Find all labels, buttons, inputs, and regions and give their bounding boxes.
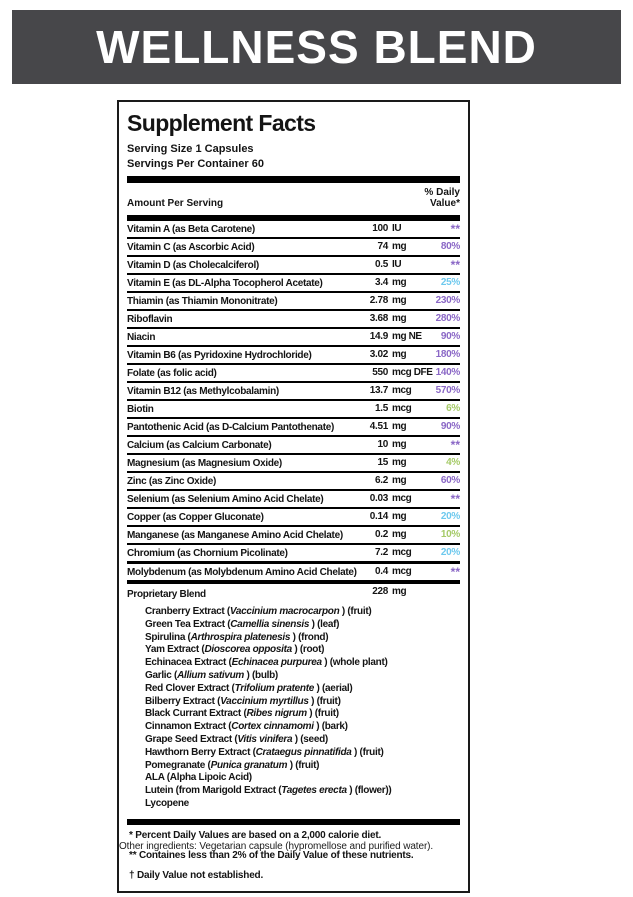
blend-item-latin-name: Punica granatum <box>210 759 288 771</box>
nutrient-amount: 1.5 <box>374 403 388 414</box>
blend-item-latin-name: Cortex cinnamomi <box>231 721 314 733</box>
nutrient-daily-value: 90% <box>440 421 460 432</box>
nutrient-daily-value: 20% <box>440 547 460 558</box>
nutrient-amount: 2.78 <box>369 295 388 306</box>
nutrient-daily-value: ** <box>450 492 460 506</box>
nutrient-row <box>127 293 460 311</box>
nutrient-name: Vitamin C (as Ascorbic Acid) <box>127 241 255 253</box>
nutrient-amount: 3.68 <box>369 313 388 324</box>
nutrient-amount: 0.2 <box>374 529 388 540</box>
nutrient-row <box>127 401 460 419</box>
nutrient-unit: mcg DFE <box>392 367 433 378</box>
nutrient-name: Copper (as Copper Gluconate) <box>127 511 264 523</box>
nutrient-unit: mg <box>392 313 407 324</box>
nutrient-row <box>127 455 460 473</box>
nutrient-row <box>127 221 460 239</box>
nutrient-row <box>127 473 460 491</box>
supplement-facts-panel <box>117 100 470 893</box>
nutrient-unit: mcg <box>392 493 412 504</box>
nutrient-amount: 550 <box>372 367 388 378</box>
nutrient-unit: mcg <box>392 385 412 396</box>
blend-item: Hawthorn Berry Extract (Crataegus pinnatifida ) (fruit) <box>145 746 384 758</box>
amount-per-serving-header: Amount Per Serving <box>127 198 224 209</box>
nutrient-row <box>127 275 460 293</box>
nutrient-unit: mg <box>392 475 407 486</box>
nutrient-unit: mg <box>392 529 407 540</box>
nutrient-row <box>127 564 460 584</box>
footnote-not-established: † Daily Value not established. <box>129 869 264 881</box>
nutrient-unit: mcg <box>392 566 412 577</box>
nutrient-name: Vitamin D (as Cholecalciferol) <box>127 259 259 271</box>
blend-item: Pomegranate (Punica granatum ) (fruit) <box>145 759 320 771</box>
brand-header-band <box>12 10 621 84</box>
divider-bar-top <box>127 176 460 183</box>
nutrient-amount: 7.2 <box>374 547 388 558</box>
nutrient-unit: IU <box>392 259 402 270</box>
nutrient-daily-value: 6% <box>446 403 460 414</box>
nutrient-name: Proprietary Blend <box>127 588 206 600</box>
nutrient-name: Vitamin B6 (as Pyridoxine Hydrochloride) <box>127 349 312 361</box>
nutrient-unit: mg <box>392 457 407 468</box>
nutrient-unit: mg <box>392 241 407 252</box>
blend-item: Green Tea Extract (Camellia sinensis ) (leaf) <box>145 618 340 630</box>
nutrient-daily-value: ** <box>450 438 460 452</box>
nutrient-unit: mcg <box>392 403 412 414</box>
nutrient-name: Folate (as folic acid) <box>127 367 217 379</box>
brand-title: WELLNESS BLEND <box>96 21 537 73</box>
nutrient-row <box>127 347 460 365</box>
footnotes <box>127 825 460 881</box>
nutrient-name: Vitamin E (as DL-Alpha Tocopherol Acetate) <box>127 277 323 289</box>
nutrient-daily-value: 4% <box>446 457 460 468</box>
nutrient-amount: 0.03 <box>369 493 388 504</box>
nutrient-amount: 4.51 <box>369 421 388 432</box>
nutrient-name: Thiamin (as Thiamin Mononitrate) <box>127 295 278 307</box>
nutrient-name: Riboflavin <box>127 313 173 325</box>
blend-item: Grape Seed Extract (Vitis vinifera ) (seed) <box>145 733 328 745</box>
serving-size: Serving Size 1 Capsules <box>127 143 254 155</box>
nutrient-amount: 74 <box>377 241 388 252</box>
blend-item-latin-name: Vaccinium myrtillus <box>220 695 309 707</box>
nutrient-unit: mg NE <box>392 331 422 342</box>
nutrient-amount: 0.4 <box>374 566 388 577</box>
nutrient-amount: 13.7 <box>369 385 388 396</box>
daily-value-header: % Daily Value* <box>424 187 460 209</box>
blend-item: Bilberry Extract (Vaccinium myrtillus ) (fruit) <box>145 695 341 707</box>
nutrient-name: Zinc (as Zinc Oxide) <box>127 475 217 487</box>
nutrient-name: Manganese (as Manganese Amino Acid Chelate) <box>127 529 343 541</box>
nutrient-name: Calcium (as Calcium Carbonate) <box>127 439 272 451</box>
nutrient-row <box>127 527 460 545</box>
nutrient-name: Vitamin A (as Beta Carotene) <box>127 223 255 235</box>
nutrient-name: Pantothenic Acid (as D-Calcium Pantothenate) <box>127 421 335 433</box>
nutrient-row <box>127 311 460 329</box>
footnote-less-than-2pct: ** Containes less than 2% of the Daily Value of these nutrients. <box>129 849 414 861</box>
nutrient-daily-value: 80% <box>440 241 460 252</box>
nutrient-unit: IU <box>392 223 402 234</box>
nutrient-row <box>127 257 460 275</box>
nutrient-name: Magnesium (as Magnesium Oxide) <box>127 457 282 469</box>
nutrient-amount: 15 <box>377 457 388 468</box>
other-ingredients: Other ingredients: Vegetarian capsule (hypromellose and purified water). <box>119 841 434 852</box>
nutrient-name: Selenium (as Selenium Amino Acid Chelate) <box>127 493 324 505</box>
blend-item-latin-name: Echinacea purpurea <box>231 657 322 669</box>
blend-item: Echinacea Extract (Echinacea purpurea ) (whole plant) <box>145 657 388 669</box>
nutrient-amount: 3.4 <box>374 277 388 288</box>
nutrient-amount: 3.02 <box>369 349 388 360</box>
nutrient-unit: mg <box>392 349 407 360</box>
blend-list <box>127 604 460 815</box>
footnote-daily-values: * Percent Daily Values are based on a 2,000 calorie diet. <box>129 829 382 841</box>
blend-item: Lutein (from Marigold Extract (Tagetes erecta ) (flower)) <box>145 785 392 797</box>
nutrient-daily-value: 570% <box>435 385 460 396</box>
nutrient-row <box>127 509 460 527</box>
blend-item: Black Currant Extract (Ribes nigrum ) (fruit) <box>145 708 339 720</box>
proprietary-blend-row <box>127 584 460 604</box>
nutrient-row <box>127 545 460 564</box>
blend-item-latin-name: Vaccinium macrocarpon <box>229 606 340 617</box>
nutrient-amount: 6.2 <box>374 475 388 486</box>
blend-item-latin-name: Tagetes erecta <box>281 785 347 797</box>
nutrient-name: Chromium (as Chornium Picolinate) <box>127 547 288 559</box>
blend-item: Spirulina (Arthrospira platenesis ) (frond) <box>145 631 329 643</box>
nutrient-daily-value: ** <box>450 222 460 236</box>
blend-item-latin-name: Dioscorea opposita <box>204 644 292 656</box>
nutrient-row <box>127 329 460 347</box>
blend-item: Lycopene <box>145 797 189 809</box>
nutrient-daily-value: 10% <box>440 529 460 540</box>
column-header-row <box>127 183 460 211</box>
nutrient-row <box>127 365 460 383</box>
nutrient-row <box>127 239 460 257</box>
blend-item-latin-name: Crataegus pinnatifida <box>255 746 352 758</box>
nutrient-row <box>127 419 460 437</box>
nutrient-daily-value: ** <box>450 258 460 272</box>
nutrient-daily-value: 230% <box>435 295 460 306</box>
nutrient-unit: mg <box>392 295 407 306</box>
blend-item-latin-name: Arthrospira platenesis <box>190 631 291 643</box>
nutrient-daily-value: 280% <box>435 313 460 324</box>
nutrient-unit: mcg <box>392 547 412 558</box>
blend-item: Cinnamon Extract (Cortex cinnamomi ) (bark) <box>145 721 348 733</box>
nutrient-daily-value: 180% <box>435 349 460 360</box>
nutrient-amount: 100 <box>372 223 388 234</box>
blend-item-latin-name: Camellia sinensis <box>230 618 310 630</box>
panel-title: Supplement Facts <box>127 110 316 136</box>
nutrient-daily-value: 140% <box>435 367 460 378</box>
blend-item-latin-name: Vitis vinifera <box>237 733 293 745</box>
blend-item-latin-name: Trifolium pratente <box>234 682 315 694</box>
nutrient-row <box>127 437 460 455</box>
nutrient-table <box>127 221 460 604</box>
nutrient-unit: mg <box>392 421 407 432</box>
blend-item: Cranberry Extract (Vaccinium macrocarpon ) (fruit) <box>145 606 372 617</box>
nutrient-daily-value: 25% <box>440 277 460 288</box>
nutrient-unit: mg <box>392 439 407 450</box>
nutrient-daily-value: 60% <box>440 475 460 486</box>
blend-item: Yam Extract (Dioscorea opposita ) (root) <box>145 644 325 656</box>
nutrient-name: Biotin <box>127 403 154 415</box>
nutrient-name: Molybdenum (as Molybdenum Amino Acid Chelate) <box>127 566 357 578</box>
nutrient-unit: mg <box>392 586 407 597</box>
nutrient-amount: 10 <box>377 439 388 450</box>
nutrient-row <box>127 491 460 509</box>
nutrient-amount: 228 <box>372 586 388 597</box>
servings-per-container: Servings Per Container 60 <box>127 158 264 170</box>
nutrient-daily-value: 20% <box>440 511 460 522</box>
blend-item: ALA (Alpha Lipoic Acid) <box>145 772 252 784</box>
blend-item-latin-name: Ribes nigrum <box>246 708 307 720</box>
blend-item: Red Clover Extract (Trifolium pratente ) (aerial) <box>145 682 353 694</box>
nutrient-name: Niacin <box>127 331 156 343</box>
blend-item: Garlic (Allium sativum ) (bulb) <box>145 669 278 681</box>
nutrient-row <box>127 383 460 401</box>
nutrient-name: Vitamin B12 (as Methylcobalamin) <box>127 385 279 397</box>
nutrient-unit: mg <box>392 511 407 522</box>
blend-item-latin-name: Allium sativum <box>177 669 244 681</box>
nutrient-daily-value: ** <box>450 565 460 579</box>
nutrient-daily-value: 90% <box>440 331 460 342</box>
nutrient-unit: mg <box>392 277 407 288</box>
nutrient-amount: 0.5 <box>374 259 388 270</box>
nutrient-amount: 0.14 <box>369 511 388 522</box>
nutrient-amount: 14.9 <box>369 331 388 342</box>
